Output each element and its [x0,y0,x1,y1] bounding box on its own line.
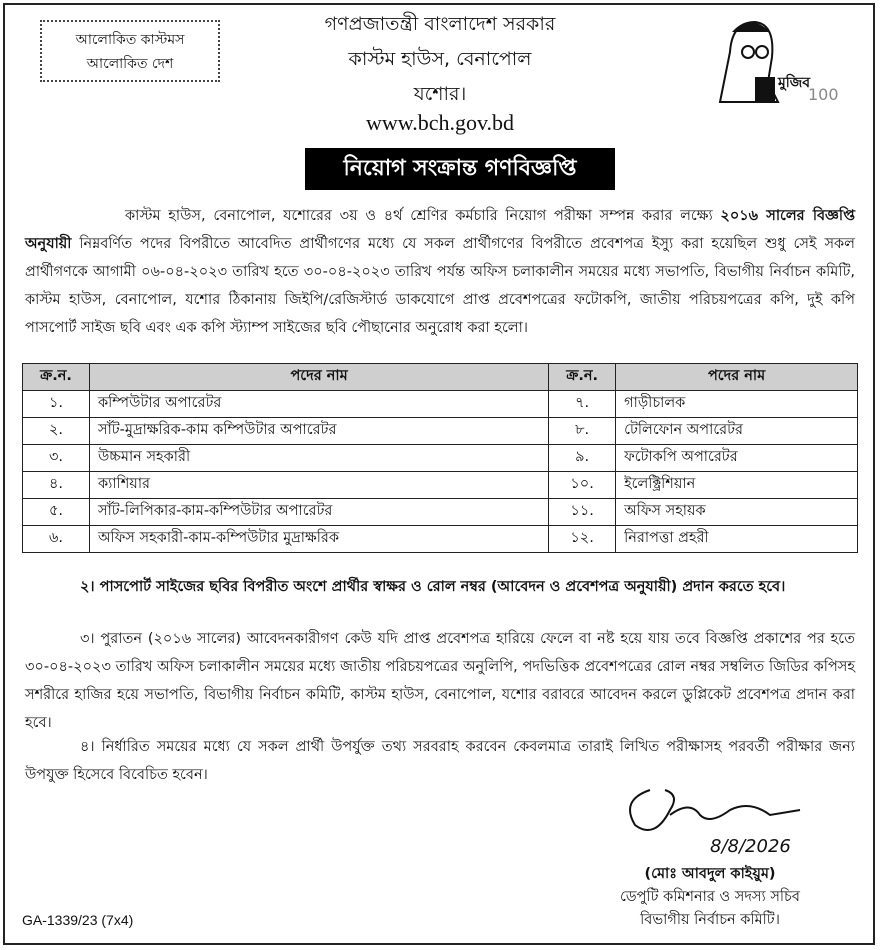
signer-name: (মোঃ আবদুল কাইয়ুম) [644,866,776,882]
table-row [23,445,858,472]
table-header-row [23,364,858,391]
post-name-cell: অফিস সহায়ক [616,499,858,526]
serial-cell: ১২. [549,526,616,553]
paragraph-4: ৪। নির্ধারিত সময়ের মধ্যে যে সকল প্রার্থী উপর্যুক্ত তথ্য সরবরাহ করবেন কেবলমাত্র তারাই লিখিত পরীক্ষাসহ পরবর্তী পরীক্ষার জন্য উপযুক্ত হিসেবে বিবেচিত হবেন। [25,739,855,783]
table-row [23,391,858,418]
serial-cell: ৬. [23,526,90,553]
svg-text:100: 100 [808,85,839,104]
header-government: গণপ্রজাতন্ত্রী বাংলাদেশ সরকার [324,13,556,35]
signer-committee: বিভাগীয় নির্বাচন কমিটি। [640,912,780,928]
paragraph-1 [25,202,855,342]
header-office: কাস্টম হাউস, বেনাপোল [348,48,532,70]
header-district: যশোর। [413,83,467,105]
table-row [23,472,858,499]
paragraph-2: ২। পাসপোর্ট সাইজের ছবির বিপরীত অংশে প্রার্থীর স্বাক্ষর ও রোল নম্বর (আবেদন ও প্রবেশপত্র অনুযায়ী) প্রদান করতে হবে। [80,579,786,595]
serial-cell: ৯. [549,445,616,472]
post-name-cell: অফিস সহকারী-কাম-কম্পিউটার মুদ্রাক্ষরিক [90,526,549,553]
paragraph-3: ৩। পুরাতন (২০১৬ সালের) আবেদনকারীগণ কেউ যদি প্রাপ্ত প্রবেশপত্র হারিয়ে ফেলে বা নষ্ট হয়ে যায় তবে বিজ্ঞপ্তি প্রকাশের পর হতে ৩০-০৪-২০২৩ তারিখ অফিস চলাকালীন সময়ের মধ্যে জাতীয় পরিচয়পত্রের অনুলিপি, পদভিত্তিক প্রবেশপত্রের রোল নম্বর সম্বলিত জিডির কপিসহ সশরীরে হাজির হয়ে সভাপতি, বিভাগীয় নির্বাচন কমিটি, কাস্টম হাউস, বেনাপোল, যশোর বরাবরে আবেদন করলে ডুপ্লিকেট প্রবেশপত্র প্রদান করা হবে। [25,631,855,731]
post-name-cell: ইলেক্ট্রিশিয়ান [616,472,858,499]
col-header-post: পদের নাম [616,364,858,391]
table-row [23,418,858,445]
para1-text: কাস্টম হাউস, বেনাপোল, যশোরের ৩য় ও ৪র্থ শ্রেণির কর্মচারি নিয়োগ পরীক্ষা সম্পন্ন করার লক্ষ্যে [125,208,721,224]
col-header-post: পদের নাম [90,364,549,391]
post-name-cell: সাঁট-মুদ্রাক্ষরিক-কাম কম্পিউটার অপারেটর [90,418,549,445]
col-header-serial: ক্র.ন. [23,364,90,391]
post-name-cell: কম্পিউটার অপারেটর [90,391,549,418]
reference-code: GA-1339/23 (7x4) [22,912,134,928]
serial-cell: ৪. [23,472,90,499]
para1-text-cont: নিম্নবর্ণিত পদের বিপরীতে আবেদিত প্রার্থীগণের মধ্যে যে সকল প্রার্থীগণের বিপরীতে প্রবেশপত্র ইস্যু করা হয়েছিল শুধু সেই সকল প্রার্থীগণকে আগামী ০৬-০৪-২০২৩ তারিখ হতে ৩০-০৪-২০২৩ তারিখ পর্যন্ত অফিস চলাকালীন সময়ের মধ্যে সভাপতি, বিভাগীয় নির্বাচন কমিটি, কাস্টম হাউস, বেনাপোল, যশোর ঠিকানায় জিইপি/রেজিস্টার্ড ডাকযোগে প্রাপ্ত প্রবেশপত্রের ফটোকপি, জাতীয় পরিচয়পত্রের কপি, দুই কপি পাসপোর্ট সাইজ ছবি এবং এক কপি স্ট্যাম্প সাইজের ছবি পৌছানোর অনুরোধ করা হলো। [25,236,855,336]
post-name-cell: নিরাপত্তা প্রহরী [616,526,858,553]
signature-icon [610,770,810,860]
serial-cell: ১০. [549,472,616,499]
post-name-cell: সাঁট-লিপিকার-কাম-কম্পিউটার অপারেটর [90,499,549,526]
slogan-line: আলোকিত দেশ [86,56,174,72]
mujib-100-logo-icon [700,12,839,107]
serial-cell: ২. [23,418,90,445]
serial-cell: ৭. [549,391,616,418]
header-url[interactable]: www.bch.gov.bd [365,110,515,135]
table-row [23,526,858,553]
serial-cell: ৫. [23,499,90,526]
post-name-cell: টেলিফোন অপারেটর [616,418,858,445]
signature-date: 8/8/2026 [710,836,791,857]
post-name-cell: ফটোকপি অপারেটর [616,445,858,472]
slogan-box [40,20,220,82]
posts-table [22,363,858,553]
notice-title: নিয়োগ সংক্রান্ত গণবিজ্ঞপ্তি [305,148,615,190]
slogan-line: আলোকিত কাস্টমস [75,32,185,48]
serial-cell: ৮. [549,418,616,445]
col-header-serial: ক্র.ন. [549,364,616,391]
table-row [23,499,858,526]
para1-bold: ২০১৬ সালের বিজ্ঞপ্তি অনুযায়ী [25,208,855,252]
post-name-cell: গাড়ীচালক [616,391,858,418]
post-name-cell: উচ্চমান সহকারী [90,445,549,472]
serial-cell: ১১. [549,499,616,526]
signer-title: ডেপুটি কমিশনার ও সদস্য সচিব [620,889,800,905]
post-name-cell: ক্যাশিয়ার [90,472,549,499]
serial-cell: ১. [23,391,90,418]
serial-cell: ৩. [23,445,90,472]
svg-text:মুজিব: মুজিব [778,75,811,91]
